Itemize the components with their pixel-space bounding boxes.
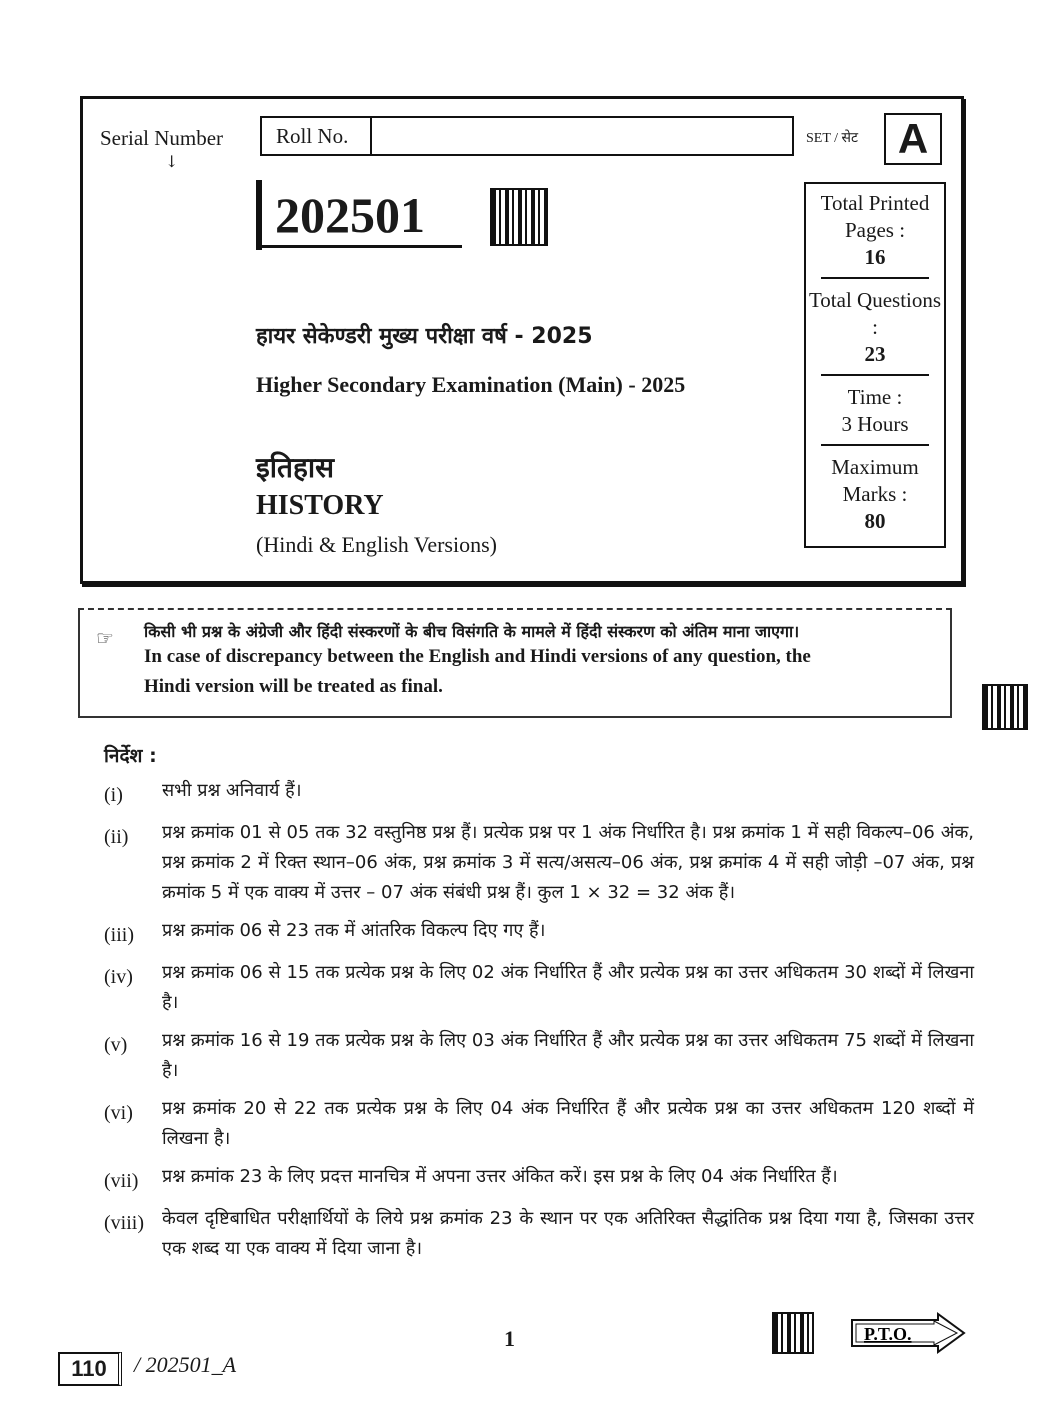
- list-item: (vi) प्रश्न क्रमांक 20 से 22 तक प्रत्येक प्रश्न के लिए 04 अंक निर्धारित हैं और प्रत्येक प्रश्न का उत्तर अधिकतम 120 शब्दों में लिखना है।: [104, 1098, 974, 1149]
- list-item: (viii) केवल दृष्टिबाधित परीक्षार्थियों के लिये प्रश्न क्रमांक 23 के स्थान पर एक अतिरिक्त सैद्धांतिक प्रश्न दिया गया है, जिसका उत्तर एक शब्द या एक वाक्य में दिया जाना है।: [104, 1208, 974, 1259]
- pto-arrow-icon: [850, 1312, 966, 1354]
- pto-label: P.T.O.: [864, 1324, 912, 1344]
- footer-paper-ref: / 202501_A: [134, 1352, 237, 1377]
- exam-title-english: Higher Secondary Examination (Main) - 2025: [256, 372, 686, 397]
- set-label: SET / सेट: [806, 131, 859, 146]
- notice-english-line1: In case of discrepancy between the English and Hindi versions of any question, the: [144, 646, 811, 667]
- divider: [821, 444, 929, 446]
- questions-value: 23: [864, 342, 886, 366]
- page-number: 1: [504, 1326, 515, 1351]
- barcode-icon: [772, 1312, 814, 1354]
- instructions-heading: निर्देश :: [104, 745, 157, 767]
- marks-label: Maximum Marks :: [831, 455, 919, 506]
- set-value: A: [884, 113, 942, 165]
- questions-label: Total Questions :: [808, 288, 942, 339]
- paper-info-box: [804, 182, 946, 548]
- time-value: 3 Hours: [841, 412, 909, 436]
- divider: [821, 374, 929, 376]
- list-item: (vii) प्रश्न क्रमांक 23 के लिए प्रदत्त मानचित्र में अपना उत्तर अंकित करें। इस प्रश्न के लिए 04 अंक निर्धारित हैं।: [104, 1166, 838, 1192]
- paper-code: 202501: [256, 186, 462, 248]
- barcode-icon: [490, 188, 548, 246]
- footer-box-code: 110: [58, 1352, 122, 1386]
- subject-hindi: इतिहास: [256, 451, 335, 484]
- serial-number-label: Serial Number: [100, 126, 224, 150]
- roll-number-field[interactable]: [260, 116, 794, 156]
- list-item: (ii) प्रश्न क्रमांक 01 से 05 तक 32 वस्तुनिष्ठ प्रश्न हैं। प्रत्येक प्रश्न पर 1 अंक निर्धारित है। प्रश्न क्रमांक 1 में सही विकल्प–06 अंक, प्रश्न क्रमांक 2 में रिक्त स्थान–06 अंक, प्रश्न क्रमांक 3 में सत्य/असत्य–06 अंक, प्रश्न क्रमांक 4 में सही जोड़ी –07 अंक, प्रश्न क्रमांक 5 में एक वाक्य में उत्तर – 07 अंक संबंधी प्रश्न हैं। कुल 1 × 32 = 32 अंक हैं।: [104, 822, 974, 903]
- pages-value: 16: [864, 245, 886, 269]
- list-item: (i) सभी प्रश्न अनिवार्य हैं।: [104, 780, 302, 806]
- notice-english-line2: Hindi version will be treated as final.: [144, 676, 443, 697]
- exam-title-hindi: हायर सेकेण्डरी मुख्य परीक्षा वर्ष - 2025: [256, 324, 593, 349]
- pages-label: Total Printed Pages :: [820, 191, 930, 242]
- divider: [821, 277, 929, 279]
- instructions-list: [104, 776, 974, 1272]
- list-item: (iii) प्रश्न क्रमांक 06 से 23 तक में आंतरिक विकल्प दिए गए हैं।: [104, 920, 546, 946]
- subject-versions: (Hindi & English Versions): [256, 532, 497, 557]
- time-label: Time :: [847, 385, 903, 409]
- serial-arrow: ↓: [165, 152, 179, 171]
- marks-value: 80: [864, 509, 886, 533]
- list-item: (v) प्रश्न क्रमांक 16 से 19 तक प्रत्येक प्रश्न के लिए 03 अंक निर्धारित हैं और प्रत्येक प्रश्न का उत्तर अधिकतम 75 शब्दों में लिखना है।: [104, 1030, 974, 1081]
- qr-code-icon: [982, 684, 1028, 730]
- list-item: (iv) प्रश्न क्रमांक 06 से 15 तक प्रत्येक प्रश्न के लिए 02 अंक निर्धारित हैं और प्रत्येक प्रश्न का उत्तर अधिकतम 30 शब्दों में लिखना है।: [104, 962, 974, 1013]
- roll-number-label: Roll No.: [262, 118, 372, 154]
- subject-english: HISTORY: [256, 490, 384, 521]
- pointing-hand-icon: ☞: [96, 626, 114, 650]
- notice-hindi: किसी भी प्रश्न के अंग्रेजी और हिंदी संस्करणों के बीच विसंगति के मामले में हिंदी संस्करण को अंतिम माना जाएगा।: [144, 622, 800, 641]
